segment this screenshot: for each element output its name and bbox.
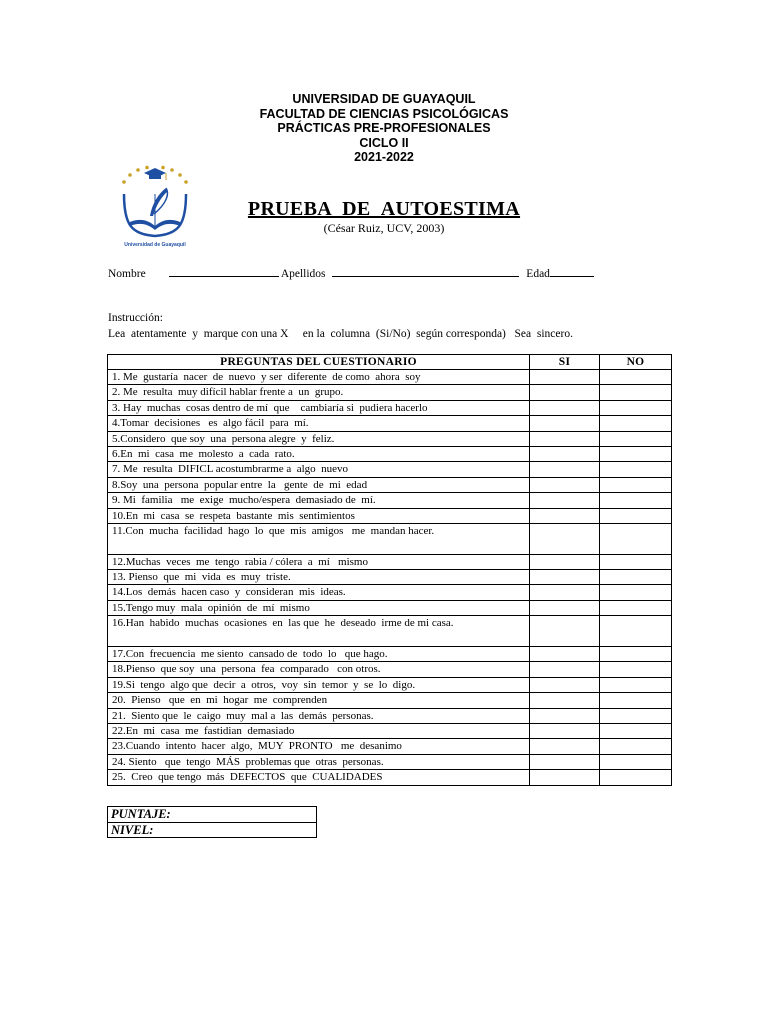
- answer-no-cell[interactable]: [600, 370, 672, 385]
- question-text: 14.Los demás hacen caso y consideran mis ideas.: [112, 586, 346, 599]
- answer-no-cell[interactable]: [600, 724, 672, 739]
- question-text: 19.Si tengo algo que decir a otros, voy sin temor y se lo digo.: [112, 678, 416, 691]
- logo-caption: Universidad de Guayaquil: [124, 242, 186, 248]
- question-cell: [108, 570, 530, 585]
- table-row: [108, 493, 672, 508]
- answer-si-cell[interactable]: [530, 385, 600, 400]
- question-text: 2. Me resulta muy difícil hablar frente a un grupo.: [112, 386, 344, 399]
- table-row: [108, 462, 672, 477]
- nombre-field[interactable]: [169, 266, 279, 277]
- instructions-heading: Instrucción:: [108, 312, 163, 324]
- answer-no-cell[interactable]: [600, 754, 672, 769]
- no-header: NO: [600, 355, 672, 370]
- question-cell: [108, 446, 530, 461]
- question-cell: [108, 462, 530, 477]
- question-text: 11.Con mucha facilidad hago lo que mis amigos me mandan hacer.: [112, 524, 435, 537]
- question-cell: [108, 385, 530, 400]
- table-row: [108, 754, 672, 769]
- answer-no-cell[interactable]: [600, 523, 672, 554]
- nombre-label: Nombre: [108, 268, 146, 280]
- page-title: PRUEBA DE AUTOESTIMA: [247, 198, 521, 220]
- question-text: 7. Me resulta DIFICL acostumbrarme a algo nuevo: [112, 463, 349, 476]
- table-row: [108, 770, 672, 785]
- school-year: 2021-2022: [354, 150, 414, 165]
- answer-si-cell[interactable]: [530, 647, 600, 662]
- table-row: [108, 554, 672, 569]
- table-row: [108, 600, 672, 615]
- table-row: [108, 616, 672, 647]
- instructions-text: Lea atentamente y marque con una X en la columna (Si/No) según corresponda) Sea sincero.: [108, 328, 573, 340]
- instructions: [108, 310, 573, 342]
- answer-si-cell[interactable]: [530, 754, 600, 769]
- answer-no-cell[interactable]: [600, 662, 672, 677]
- question-cell: [108, 493, 530, 508]
- graduation-cap-icon: [144, 168, 166, 180]
- answer-si-cell[interactable]: [530, 585, 600, 600]
- question-text: 1. Me gustaría nacer de nuevo y ser diferente de como ahora soy: [112, 371, 421, 383]
- answer-no-cell[interactable]: [600, 508, 672, 523]
- table-row: [108, 739, 672, 754]
- question-cell: [108, 708, 530, 723]
- nivel-row: [108, 822, 317, 838]
- answer-no-cell[interactable]: [600, 647, 672, 662]
- question-text: 20. Pienso que en mi hogar me comprenden: [112, 694, 328, 707]
- answer-no-cell[interactable]: [600, 477, 672, 492]
- answer-no-cell[interactable]: [600, 493, 672, 508]
- answer-no-cell[interactable]: [600, 585, 672, 600]
- answer-no-cell[interactable]: [600, 400, 672, 415]
- question-cell: [108, 677, 530, 692]
- answer-no-cell[interactable]: [600, 570, 672, 585]
- question-text: 5.Considero que soy una persona alegre y feliz.: [112, 432, 335, 445]
- questions-header: PREGUNTAS DEL CUESTIONARIO: [108, 355, 530, 370]
- answer-no-cell[interactable]: [600, 462, 672, 477]
- question-cell: [108, 693, 530, 708]
- question-text: 18.Pienso que soy una persona fea comparado con otros.: [112, 663, 381, 676]
- question-text: 23.Cuando intento hacer algo, MUY PRONTO me desanimo: [112, 740, 402, 753]
- table-row: [108, 523, 672, 554]
- answer-no-cell[interactable]: [600, 431, 672, 446]
- table-row: [108, 662, 672, 677]
- questions-body: [108, 370, 672, 786]
- name-fields-row: [108, 266, 594, 280]
- question-text: 10.En mi casa se respeta bastante mis sentimientos: [112, 509, 355, 522]
- answer-si-cell[interactable]: [530, 462, 600, 477]
- puntaje-label: PUNTAJE:: [108, 807, 317, 823]
- table-row: [108, 477, 672, 492]
- table-row: [108, 446, 672, 461]
- table-row: [108, 416, 672, 431]
- answer-si-cell[interactable]: [530, 554, 600, 569]
- answer-si-cell[interactable]: [530, 493, 600, 508]
- question-cell: [108, 585, 530, 600]
- answer-no-cell[interactable]: [600, 416, 672, 431]
- table-row: [108, 708, 672, 723]
- answer-no-cell[interactable]: [600, 446, 672, 461]
- page-subtitle: (César Ruiz, UCV, 2003): [323, 221, 445, 235]
- table-row: [108, 677, 672, 692]
- answer-si-cell[interactable]: [530, 616, 600, 647]
- practice-name: PRÁCTICAS PRE-PROFESIONALES: [277, 121, 491, 136]
- question-cell: [108, 523, 530, 554]
- nivel-label: NIVEL:: [108, 822, 317, 838]
- answer-no-cell[interactable]: [600, 770, 672, 785]
- answer-si-cell[interactable]: [530, 508, 600, 523]
- answer-si-cell[interactable]: [530, 770, 600, 785]
- score-table: [107, 806, 317, 838]
- question-cell: [108, 647, 530, 662]
- answer-si-cell[interactable]: [530, 739, 600, 754]
- question-cell: [108, 724, 530, 739]
- question-cell: [108, 554, 530, 569]
- answer-no-cell[interactable]: [600, 616, 672, 647]
- question-cell: [108, 739, 530, 754]
- faculty-name: FACULTAD DE CIENCIAS PSICOLÓGICAS: [259, 106, 509, 121]
- table-row: [108, 570, 672, 585]
- university-name: UNIVERSIDAD DE GUAYAQUIL: [292, 92, 476, 106]
- question-text: 16.Han habido muchas ocasiones en las que he deseado irme de mi casa.: [112, 617, 454, 630]
- questionnaire-table: [107, 354, 672, 786]
- question-text: 6.En mi casa me molesto a cada rato.: [112, 447, 295, 460]
- table-row: [108, 385, 672, 400]
- question-text: 4.Tomar decisiones es algo fácil para mí.: [112, 417, 309, 430]
- answer-no-cell[interactable]: [600, 708, 672, 723]
- table-row: [108, 431, 672, 446]
- answer-si-cell[interactable]: [530, 370, 600, 385]
- cycle: CICLO II: [359, 135, 409, 150]
- table-row: [108, 724, 672, 739]
- question-text: 17.Con frecuencia me siento cansado de todo lo que hago.: [112, 648, 388, 661]
- answer-si-cell[interactable]: [530, 600, 600, 615]
- table-row: [108, 693, 672, 708]
- answer-no-cell[interactable]: [600, 677, 672, 692]
- question-text: 22.En mi casa me fastidian demasiado: [112, 725, 295, 738]
- question-text: 24. Siento que tengo MÁS problemas que otras personas.: [112, 755, 384, 768]
- question-cell: [108, 477, 530, 492]
- answer-si-cell[interactable]: [530, 662, 600, 677]
- answer-no-cell[interactable]: [600, 600, 672, 615]
- table-row: [108, 400, 672, 415]
- answer-si-cell[interactable]: [530, 570, 600, 585]
- answer-si-cell[interactable]: [530, 477, 600, 492]
- question-text: 8.Soy una persona popular entre la gente de mi edad: [112, 478, 368, 491]
- answer-si-cell[interactable]: [530, 677, 600, 692]
- question-text: 13. Pienso que mi vida es muy triste.: [112, 571, 291, 584]
- question-cell: [108, 616, 530, 647]
- apellidos-field[interactable]: [332, 266, 519, 277]
- question-text: 9. Mi familia me exige mucho/espera demasiado de mí.: [112, 494, 376, 507]
- question-text: 25. Creo que tengo más DEFECTOS que CUALIDADES: [112, 771, 383, 784]
- table-row: [108, 585, 672, 600]
- edad-field[interactable]: [550, 266, 594, 277]
- question-cell: [108, 508, 530, 523]
- question-cell: [108, 600, 530, 615]
- document-header: [0, 92, 768, 165]
- question-cell: [108, 662, 530, 677]
- question-text: 15.Tengo muy mala opinión de mí mismo: [112, 601, 310, 614]
- answer-si-cell[interactable]: [530, 523, 600, 554]
- question-cell: [108, 770, 530, 785]
- question-text: 12.Muchas veces me tengo rabia / cólera a mí mismo: [112, 555, 368, 568]
- answer-si-cell[interactable]: [530, 724, 600, 739]
- answer-no-cell[interactable]: [600, 554, 672, 569]
- answer-si-cell[interactable]: [530, 416, 600, 431]
- question-text: 3. Hay muchas cosas dentro de mí que cambiaría si pudiera hacerlo: [112, 401, 428, 414]
- table-row: [108, 508, 672, 523]
- apellidos-label: Apellidos: [280, 268, 326, 280]
- answer-si-cell[interactable]: [530, 708, 600, 723]
- answer-si-cell[interactable]: [530, 446, 600, 461]
- question-cell: [108, 370, 530, 385]
- answer-no-cell[interactable]: [600, 739, 672, 754]
- table-header-row: [108, 355, 672, 370]
- puntaje-row: [108, 807, 317, 823]
- question-cell: [108, 400, 530, 415]
- table-row: [108, 370, 672, 385]
- answer-si-cell[interactable]: [530, 431, 600, 446]
- question-text: 21. Siento que le caigo muy mal a las demás personas.: [112, 709, 374, 722]
- question-cell: [108, 416, 530, 431]
- question-cell: [108, 431, 530, 446]
- edad-label: Edad: [526, 268, 550, 280]
- question-cell: [108, 754, 530, 769]
- answer-no-cell[interactable]: [600, 385, 672, 400]
- answer-no-cell[interactable]: [600, 693, 672, 708]
- answer-si-cell[interactable]: [530, 693, 600, 708]
- answer-si-cell[interactable]: [530, 400, 600, 415]
- table-row: [108, 647, 672, 662]
- si-header: SI: [530, 355, 600, 370]
